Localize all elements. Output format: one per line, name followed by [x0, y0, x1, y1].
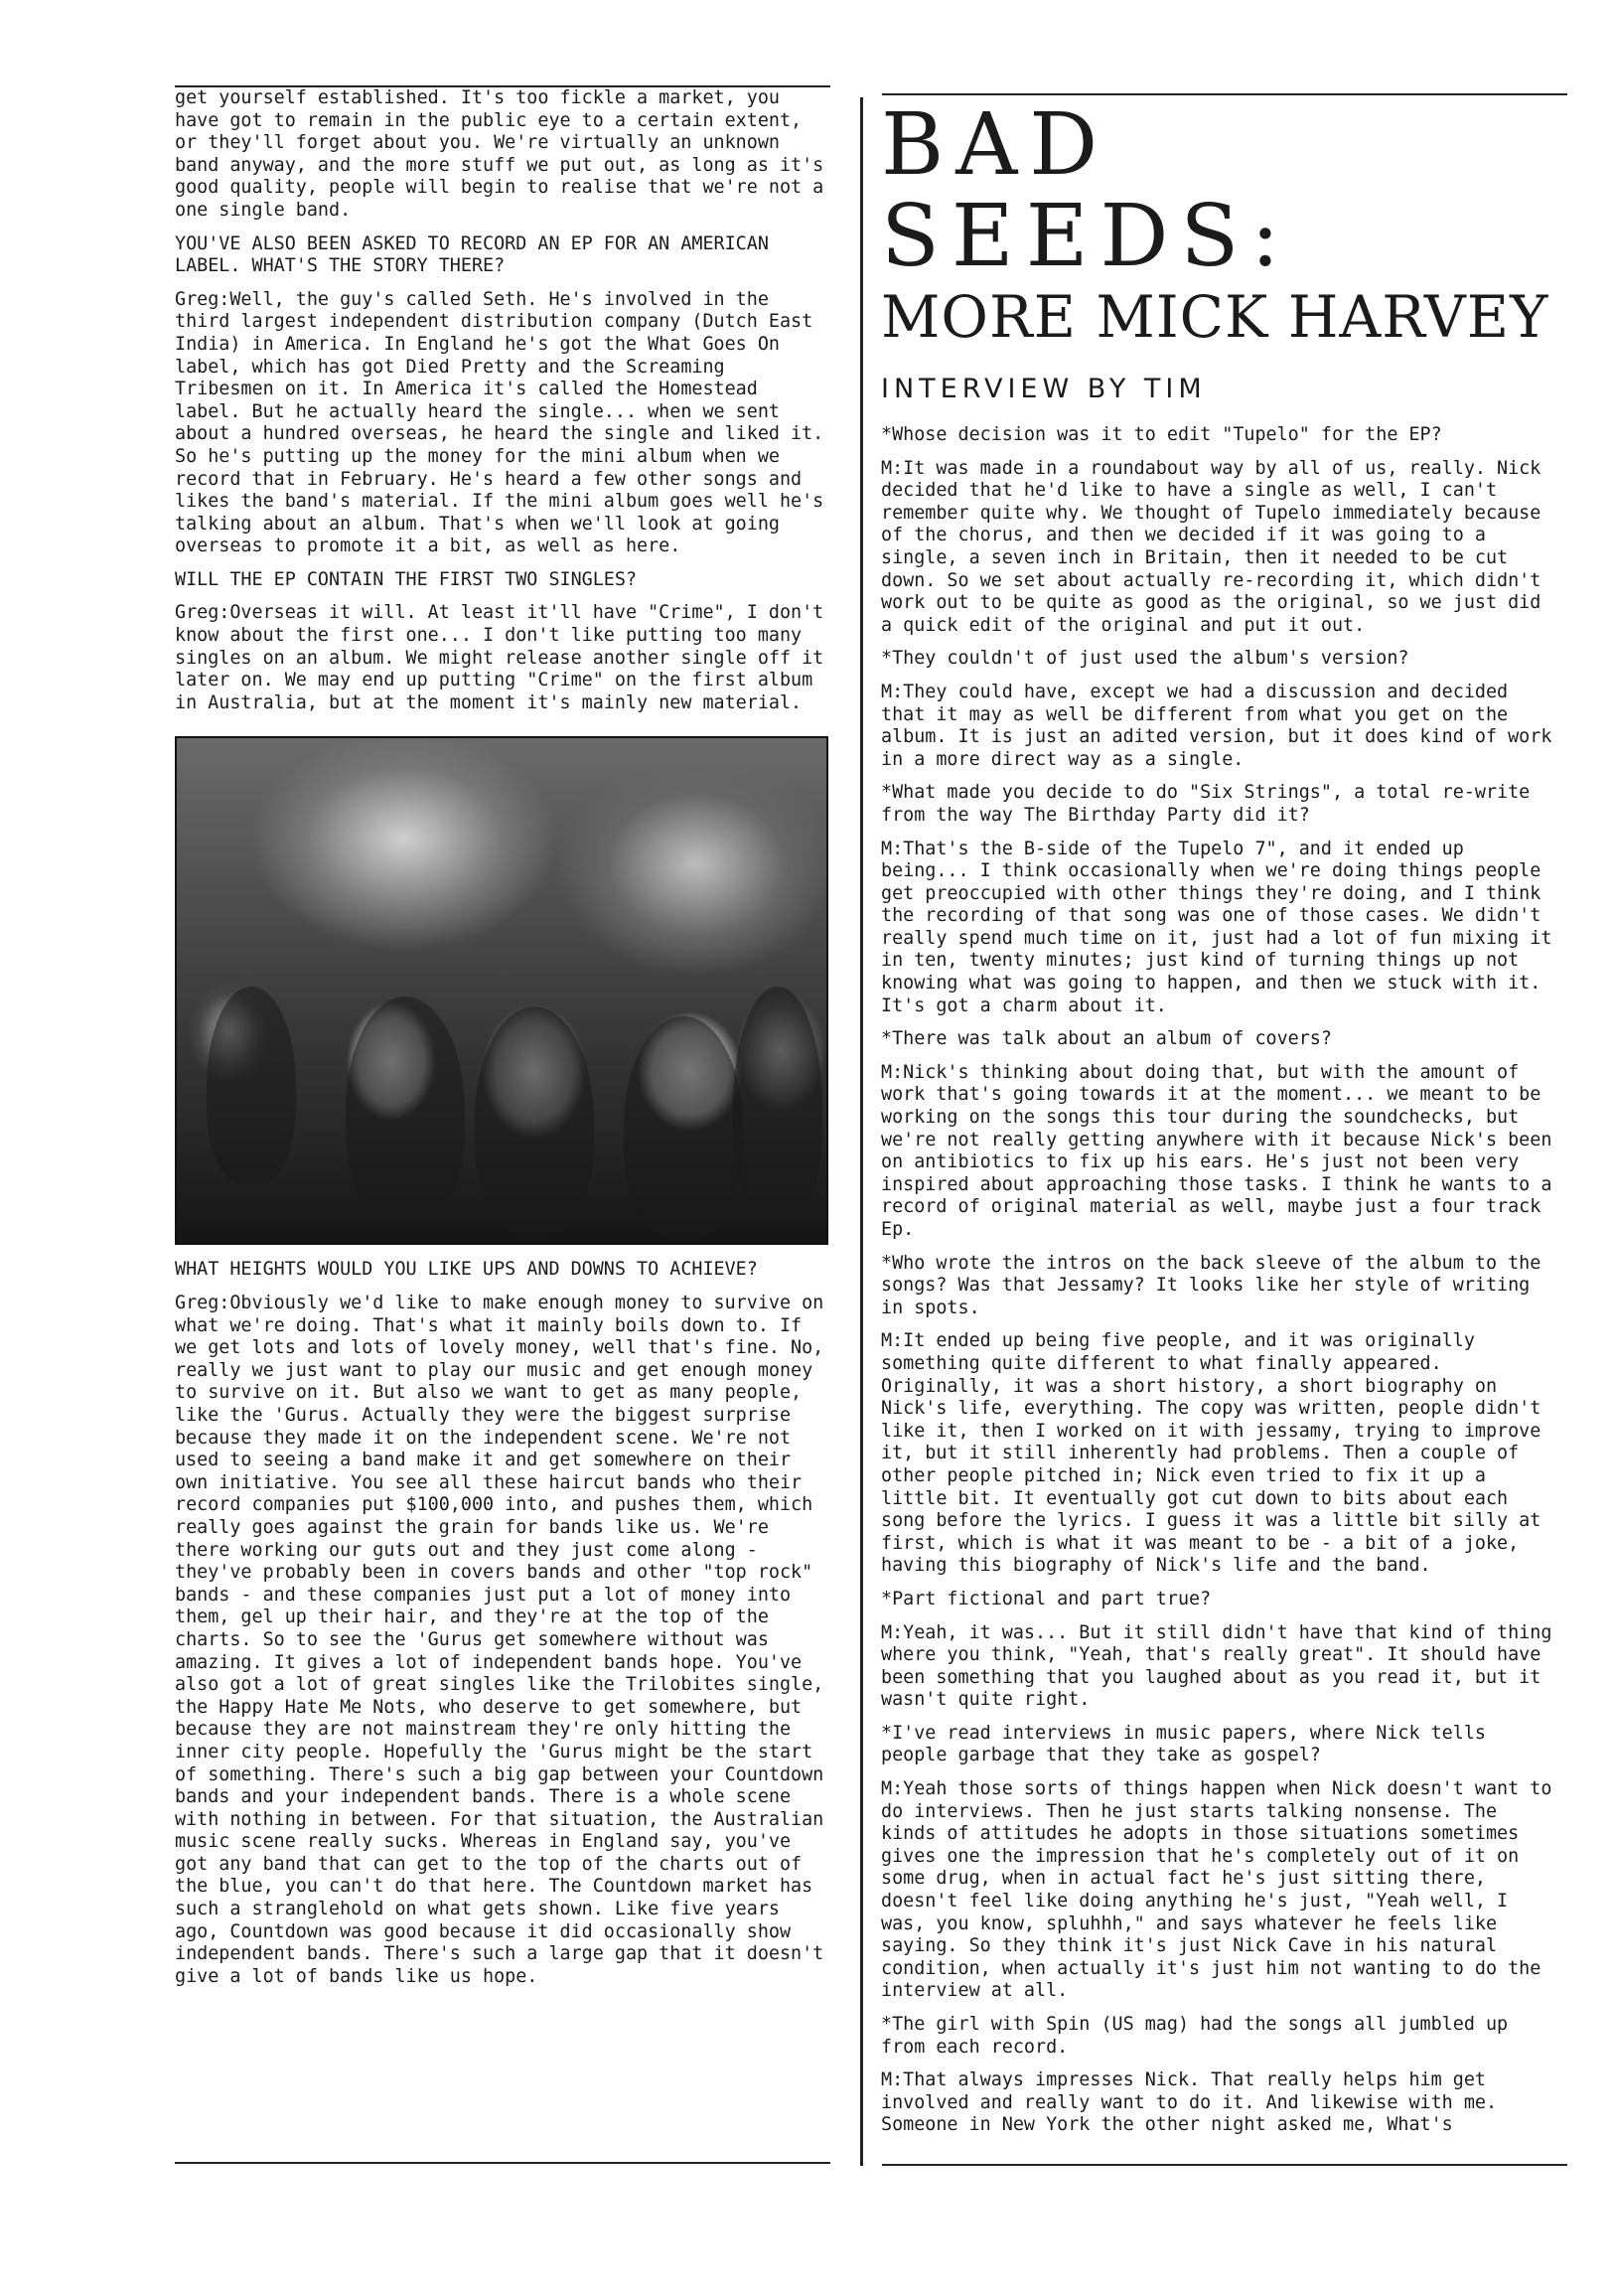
question: YOU'VE ALSO BEEN ASKED TO RECORD AN EP FOR AN AMERICAN LABEL. WHAT'S THE STORY THERE? — [175, 232, 769, 277]
answer: M:Yeah those sorts of things happen when Nick doesn't want to do interviews. Then he just starts talking nonsense. The kinds of attitudes he adopts in those situations sometimes gives one the impression that he's completely out of it on some drug, when in actual fact he's just sitting there, doesn't feel like doing anything he's just, "Yeah well, I was, you know, spluhhh," and says whatever he feels like saying. So they think it's just Nick Cave in his natural condition, when actually it's just him not wanting to do the interview at all. — [881, 1778, 1552, 2002]
question: *There was talk about an album of covers? — [881, 1028, 1332, 1050]
bottom-rule-right — [882, 2164, 1567, 2166]
left-column — [175, 87, 830, 2157]
answer: M:It ended up being five people, and it was originally something quite different to what finally appeared. Originally, it was a short history, a short biography on Nick's life, everything. The copy was written, people didn't like it, then I worked on it with jessamy, trying to improve it, but it still inherently had problems. Then a couple of other people pitched in; Nick even tried to fix it up a little bit. It eventually got cut down to bits about each song before the lyrics. I guess it was a little bit silly at first, which is what it was meant to be - a bit of a joke, having this biography of Nick's life and the band. — [881, 1330, 1541, 1577]
answer: M:It was made in a roundabout way by all of us, really. Nick decided that he'd like to have a single as well, I can't remember quite why. We thought of Tupelo immediately because of the chorus, and then we decided if it was going to a single, a seven inch in Britain, then it needed to be cut down. So we set about actually re-recording it, which didn't work out to be quite as good as the original, so we just did a quick edit of the original and put it out. — [881, 457, 1541, 636]
question: WHAT HEIGHTS WOULD YOU LIKE UPS AND DOWNS TO ACHIEVE? — [175, 1259, 758, 1281]
answer: Greg:Obviously we'd like to make enough money to survive on what we're doing. That's what it mainly boils down to. If we get lots and lots of lovely money, well that's fine. No, really we just want to play our music and get enough money to survive on it. But also we want to get as many people, like the 'Gurus. Actually they were the biggest surprise because they made it on the independent scene. We're not used to seeing a band make it and get somewhere on their own initiative. You see all these haircut bands who their record companies put $100,000 into, and pushes them, which really goes against the grain for bands like us. We're there working our guts out and they just come along - they've probably been in covers bands and other "top rock" bands - and these companies just put a lot of money into them, gel up their hair, and they're at the top of the charts. So to see the 'Gurus get somewhere without was amazing. It gives a lot of independent bands hope. You've also got a lot of great singles like the Trilobites single, the Happy Hate Me Nots, who deserve to get somewhere, but because they are not mainstream they're only hitting the inner city people. Hopefully the 'Gurus might be the start of something. There's such a big gap between your Countdown bands and your independent bands. There is a whole scene with nothing in between. For that situation, the Australian music scene really sucks. Whereas in England say, you've got any band that can get to the top of the charts out of the blue, you can't do that here. The Countdown market has such a stranglehold on what gets shown. Like five years ago, Countdown was good because it did occasionally show independent bands. There's such a large gap that it doesn't give a lot of bands like us hope. — [175, 1293, 824, 1987]
question: *The girl with Spin (US mag) had the songs all jumbled up from each record. — [881, 2014, 1509, 2058]
person-silhouette — [207, 987, 296, 1185]
question: *What made you decide to do "Six Strings", a total re-write from the way The Birthday Party did it? — [881, 782, 1531, 826]
question: *They couldn't of just used the album's version? — [881, 648, 1409, 670]
answer: Greg:Overseas it will. At least it'll have "Crime", I don't know about the first one... I don't like putting too many singles on an album. We might release another single off it later on. We may end up putting "Crime" on the first album in Australia, but at the moment it's mainly new material. — [175, 602, 824, 713]
bottom-rule-left — [175, 2162, 830, 2164]
question: *I've read interviews in music papers, where Nick tells people garbage that they take as gospel? — [881, 1722, 1486, 1766]
person-silhouette — [624, 1016, 743, 1235]
answer: M:Yeah, it was... But it still didn't have that kind of thing where you think, "Yeah, that's really great". It should have been something that you laughed about as you read it, but it wasn't quite right. — [881, 1621, 1552, 1711]
question: *Part fictional and part true? — [881, 1588, 1212, 1609]
answer: Greg:Well, the guy's called Seth. He's involved in the third largest independent distribution company (Dutch East India) in America. In England he's got the What Goes On label, which has got Died Pretty and the Screaming Tribesmen on it. In America it's called the Homestead label. But he actually heard the single... when we sent about a hundred overseas, he heard the single and liked it. So he's putting up the money for the mini album when we record that in February. He's heard a few other songs and likes the band's material. If the mini album goes well he's talking about an album. That's when we'll look at going overseas to promote it a bit, as well as here. — [175, 288, 824, 557]
person-silhouette — [475, 1006, 594, 1235]
paragraph: get yourself established. It's too fickle a market, you have got to remain in the public eye to a certain extent, or they'll forget about you. We're virtually an unknown band anyway, and the more stuff we put out, as long as it's good quality, people will begin to realise that we're not a one single band. — [175, 87, 824, 221]
subheadline: MORE MICK HARVEY — [881, 283, 1549, 351]
question: *Whose decision was it to edit "Tupelo" for the EP? — [881, 424, 1442, 445]
byline: INTERVIEW BY TIM — [881, 374, 1207, 404]
person-silhouette — [346, 996, 465, 1225]
right-column — [869, 87, 1554, 2157]
answer: M:Nick's thinking about doing that, but with the amount of work that's going towards it at the moment... we meant to be working on the songs this tour during the soundchecks, but we're not really getting anywhere with it because Nick's been on antibiotics to fix up his ears. He's just not been very inspired about approaching those tasks. I think he wants to a record of original material as well, maybe just a four track Ep. — [881, 1061, 1552, 1240]
headline: BAD SEEDS: — [881, 95, 1292, 286]
question: WILL THE EP CONTAIN THE FIRST TWO SINGLES? — [175, 568, 638, 590]
answer: M:That's the B-side of the Tupelo 7", and it ended up being... I think occasionally when we're doing things people get preoccupied with other things they're doing, and I think the recording of that song was one of those cases. We didn't really spend much time on it, just had a lot of fun mixing it in ten, twenty minutes; just kind of turning things up not knowing what was going to happen, and then we stuck with it. It's got a charm about it. — [881, 838, 1552, 1016]
answer: M:They could have, except we had a discussion and decided that it may as well be different from what you get on the album. It is just an adited version, but it does kind of work in a more direct way as a single. — [881, 681, 1552, 770]
band-photo — [175, 736, 828, 1245]
answer: M:That always impresses Nick. That really helps him get involved and really want to do it. And likewise with me. Someone in New York the other night asked me, What's — [881, 2069, 1498, 2136]
column-divider — [860, 97, 863, 2166]
question: *Who wrote the intros on the back sleeve of the album to the songs? Was that Jessamy? It looks like her style of writing in spots. — [881, 1252, 1541, 1318]
person-silhouette — [733, 987, 822, 1225]
